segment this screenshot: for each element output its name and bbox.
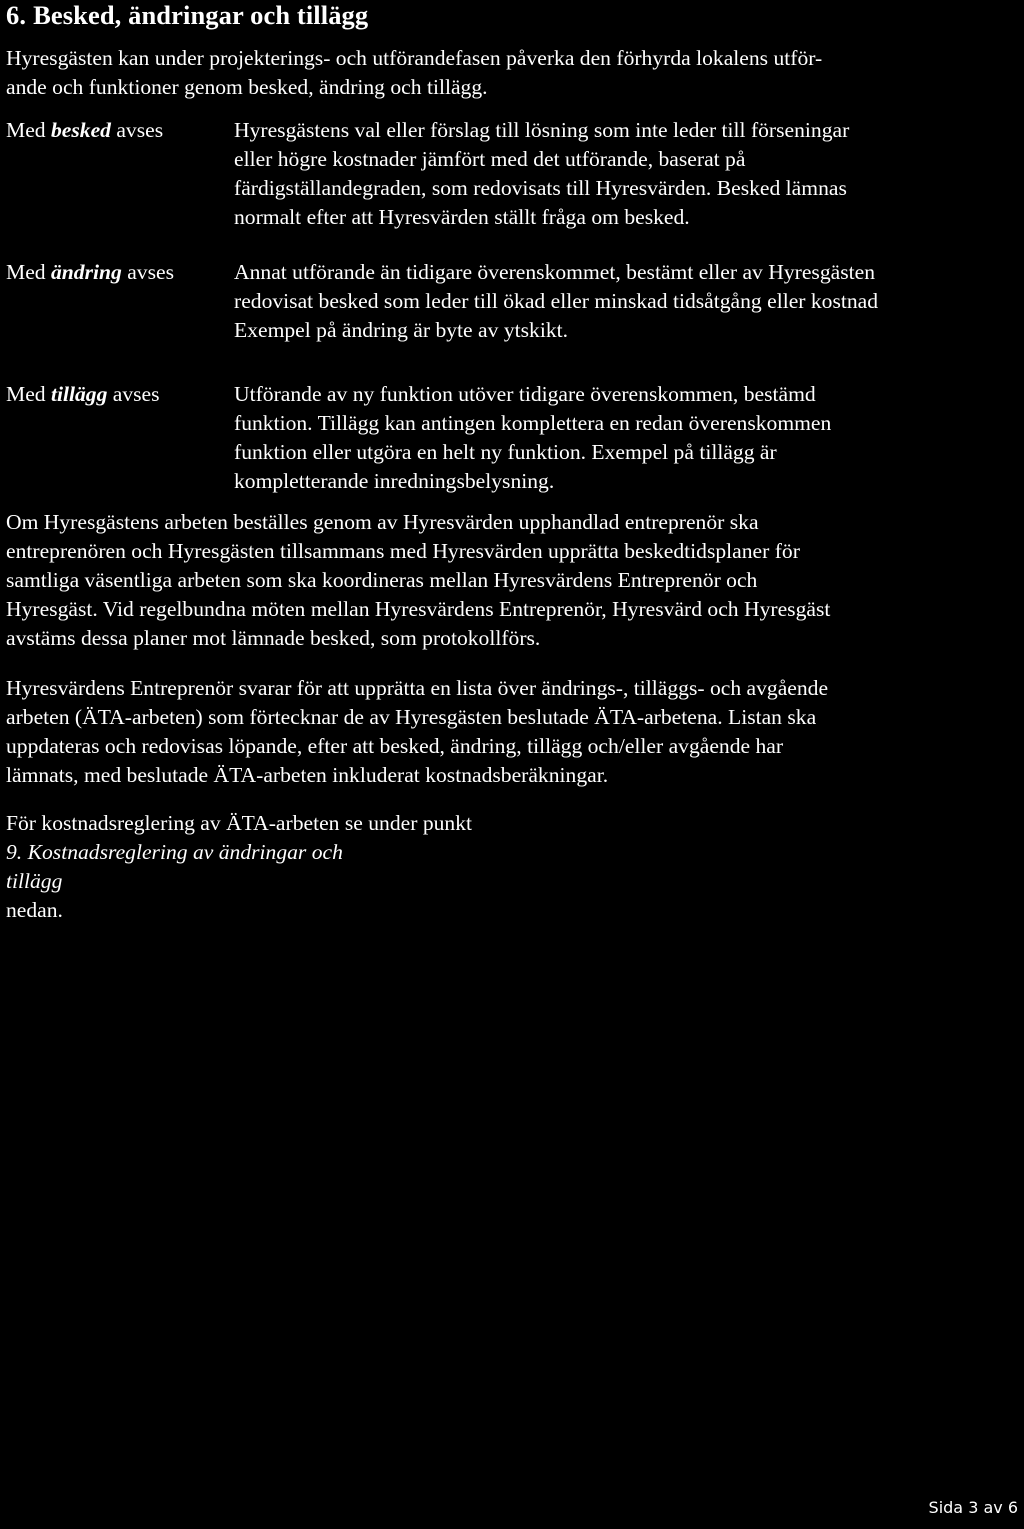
section-number: 6. <box>6 0 27 30</box>
definition-term-besked: Med besked avses <box>6 118 164 142</box>
definition-line: Exempel på ändring är byte av ytskikt. <box>234 318 569 342</box>
paragraph-coordination <box>6 508 1020 653</box>
section-reference: 9. Kostnadsreglering av ändringar och <box>6 840 343 864</box>
definition-line: redovisat besked som leder till ökad eller minskad tidsåtgång eller kostnad <box>234 289 879 313</box>
definition-term-tillagg: Med tillägg avses <box>6 382 160 406</box>
definition-line: Hyresgästens val eller förslag till lösning som inte leder till förseningar <box>234 118 850 142</box>
definition-body-andring <box>234 258 1024 345</box>
paragraph-line: avstäms dessa planer mot lämnade besked, som protokollförs. <box>6 626 541 650</box>
term-andring: ändring <box>50 260 122 284</box>
paragraph-line: samtliga väsentliga arbeten som ska koordineras mellan Hyresvärdens Entreprenör och <box>6 568 758 592</box>
paragraph-line: entreprenören och Hyresgästen tillsammans med Hyresvärden upprätta beskedtidsplaner för <box>6 539 800 563</box>
definition-body-besked <box>234 116 1024 232</box>
paragraph-line: lämnats, med beslutade ÄTA-arbeten inkluderat kostnadsberäkningar. <box>6 763 609 787</box>
section-reference-cont: tillägg <box>6 869 63 893</box>
intro-paragraph <box>6 44 1020 102</box>
paragraph-line: Hyresgästen kan under projekterings- och utförandefasen påverka den förhyrda lokalens utför- <box>6 46 823 70</box>
term-besked: besked <box>50 118 111 142</box>
paragraph-line: ande och funktioner genom besked, ändring och tillägg. <box>6 75 488 99</box>
section-heading <box>6 0 368 32</box>
paragraph-line: tillägg nedan. <box>6 867 1020 925</box>
definition-line: eller högre kostnader jämfört med det utförande, baserat på <box>234 147 746 171</box>
paragraph-line: Hyresvärdens Entreprenör svarar för att upprätta en lista över ändrings-, tilläggs- och avgående <box>6 676 829 700</box>
paragraph-ata-list <box>6 674 1020 790</box>
definition-line: normalt efter att Hyresvärden ställt fråga om besked. <box>234 205 690 229</box>
definition-term-andring: Med ändring avses <box>6 260 174 284</box>
paragraph-line: För kostnadsreglering av ÄTA-arbeten se under punkt 9. Kostnadsreglering av ändringar och <box>6 809 1020 867</box>
definition-line: Utförande av ny funktion utöver tidigare överenskommen, bestämd <box>234 382 816 406</box>
definition-body-tillagg <box>234 380 1024 496</box>
paragraph-line: Hyresgäst. Vid regelbundna möten mellan Hyresvärdens Entreprenör, Hyresvärd och Hyresgäst <box>6 597 831 621</box>
page-number: Sida 3 av 6 <box>928 1498 1018 1517</box>
definition-line: kompletterande inredningsbelysning. <box>234 469 555 493</box>
paragraph-cost-reference <box>6 809 1020 925</box>
definition-line: färdigställandegraden, som redovisats till Hyresvärden. Besked lämnas <box>234 176 847 200</box>
definition-line: funktion eller utgöra en helt ny funktion. Exempel på tillägg är <box>234 440 777 464</box>
paragraph-line: Om Hyresgästens arbeten beställes genom av Hyresvärden upphandlad entreprenör ska <box>6 510 759 534</box>
section-title: Besked, ändringar och tillägg <box>33 0 369 30</box>
term-tillagg: tillägg <box>50 382 108 406</box>
definition-line: Annat utförande än tidigare överenskommet, bestämt eller av Hyresgästen <box>234 260 875 284</box>
definition-line: funktion. Tillägg kan antingen komplettera en redan överenskommen <box>234 411 832 435</box>
paragraph-line: arbeten (ÄTA-arbeten) som förtecknar de av Hyresgästen beslutade ÄTA-arbetena. Listan ska <box>6 705 817 729</box>
paragraph-line: uppdateras och redovisas löpande, efter att besked, ändring, tillägg och/eller avgående har <box>6 734 784 758</box>
